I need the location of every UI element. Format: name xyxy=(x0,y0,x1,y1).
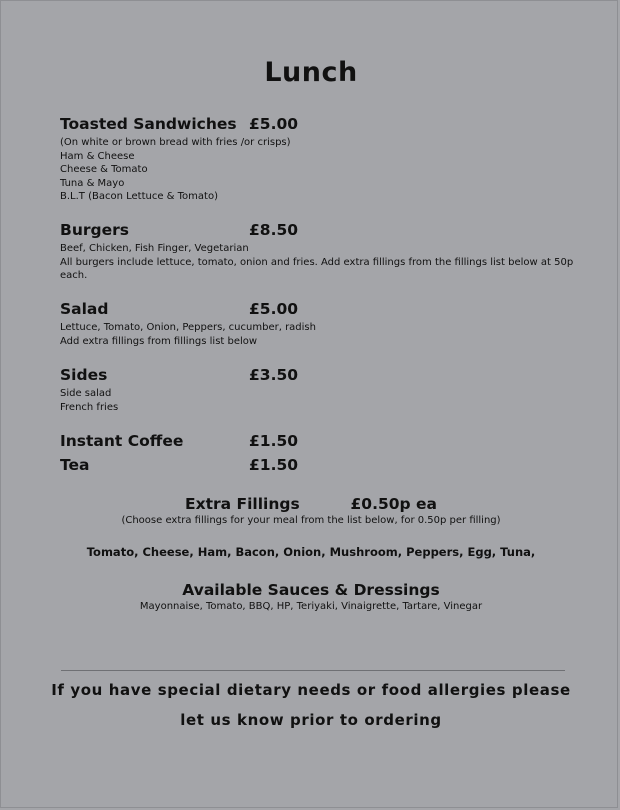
section-price: £3.50 xyxy=(249,366,299,384)
section-price: £1.50 xyxy=(249,456,299,474)
allergy-notice-line-1: If you have special dietary needs or food allergies please xyxy=(51,681,571,699)
description-line: Side salad xyxy=(60,388,112,399)
sauces-heading: Available Sauces & Dressings xyxy=(182,581,440,599)
description-line: Lettuce, Tomato, Onion, Peppers, cucumber, radish xyxy=(60,322,316,333)
description-line: Cheese & Tomato xyxy=(60,164,148,176)
section-sides xyxy=(60,366,580,414)
section-description xyxy=(60,136,580,204)
extra-fillings-price: £0.50p ea xyxy=(350,495,437,513)
description-line: B.L.T (Bacon Lettuce & Tomato) xyxy=(60,191,218,203)
section-price: £1.50 xyxy=(249,432,299,450)
sauces-list: Mayonnaise, Tomato, BBQ, HP, Teriyaki, Vinaigrette, Tartare, Vinegar xyxy=(139,601,483,612)
description-line: (On white or brown bread with fries /or crisps) xyxy=(60,137,291,148)
description-line: Ham & Cheese xyxy=(60,150,135,162)
section-burgers xyxy=(60,221,580,283)
section-name: Burgers xyxy=(60,221,129,239)
section-price: £5.00 xyxy=(249,300,299,318)
section-tea xyxy=(60,456,580,476)
section-name: Sides xyxy=(60,366,108,384)
description-line: Tuna & Mayo xyxy=(60,177,125,189)
section-toasted-sandwiches xyxy=(60,115,580,204)
extra-fillings-note: (Choose extra fillings for your meal from the list below, for 0.50p per filling) xyxy=(121,515,501,526)
section-name: Tea xyxy=(60,456,90,474)
extra-fillings xyxy=(1,495,620,526)
divider xyxy=(61,670,565,671)
allergy-notice-line-2: let us know prior to ordering xyxy=(180,711,442,729)
description-line: All burgers include lettuce, tomato, onion and fries. Add extra fillings from the fillings list below at 50p each. xyxy=(60,256,574,282)
section-name: Toasted Sandwiches xyxy=(60,115,237,133)
section-description xyxy=(60,387,580,414)
description-line: French fries xyxy=(60,401,119,413)
description-line: Add extra fillings from fillings list below xyxy=(60,335,258,347)
section-instant-coffee xyxy=(60,432,580,452)
extra-fillings-heading: Extra Fillings xyxy=(184,495,300,513)
section-price: £8.50 xyxy=(249,221,299,239)
description-line: Beef, Chicken, Fish Finger, Vegetarian xyxy=(60,243,249,254)
section-description xyxy=(60,321,580,348)
section-description xyxy=(60,242,580,283)
sauces-dressings xyxy=(1,581,620,612)
section-salad xyxy=(60,300,580,348)
page-title: Lunch xyxy=(264,57,358,88)
section-name: Instant Coffee xyxy=(60,432,184,450)
section-price: £5.00 xyxy=(249,115,299,133)
section-name: Salad xyxy=(60,300,109,318)
fillings-list: Tomato, Cheese, Ham, Bacon, Onion, Mushroom, Peppers, Egg, Tuna, xyxy=(86,545,536,559)
